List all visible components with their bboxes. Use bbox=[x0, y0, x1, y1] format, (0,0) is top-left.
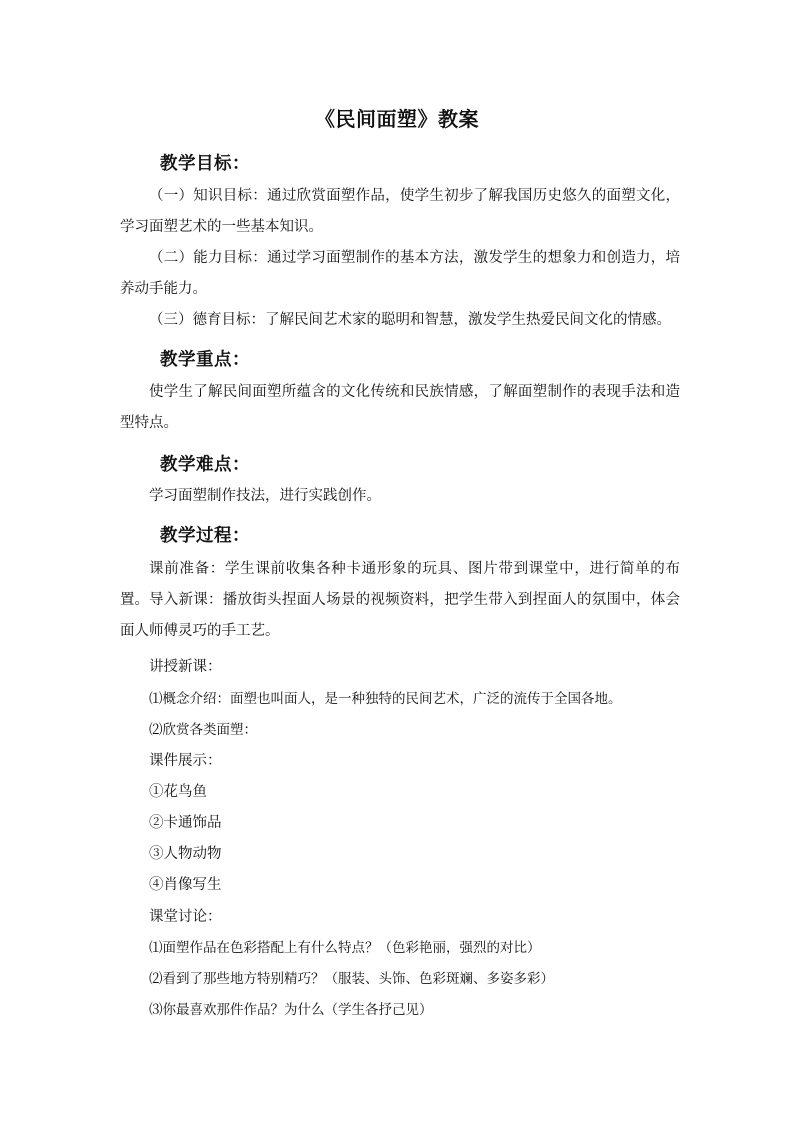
difficulties-text: 学习面塑制作技法，进行实践创作。 bbox=[149, 488, 381, 504]
objectives-heading: 教学目标： bbox=[160, 154, 250, 174]
preparation-text: 课前准备：学生课前收集各种卡通形象的玩具、图片带到课堂中，进行简单的布置。 bbox=[120, 561, 680, 608]
process-heading: 教学过程： bbox=[160, 526, 250, 546]
objective-moral: （三）德育目标：了解民间艺术家的聪明和智慧，激发学生热爱民间文化的情感。 bbox=[149, 312, 671, 328]
key-points-heading: 教学重点： bbox=[160, 350, 250, 370]
discussion-question: ⑵看到了那些地方特别精巧？（服装、头饰、色彩斑斓、多姿多彩） bbox=[149, 971, 554, 987]
discussion-question: ⑴面塑作品在色彩搭配上有什么特点？（色彩艳丽，强烈的对比） bbox=[149, 940, 541, 956]
document-title: 《民间面塑》教案 bbox=[315, 107, 479, 131]
list-item: ④肖像写生 bbox=[149, 877, 222, 893]
new-lesson-label: 讲授新课： bbox=[149, 659, 222, 675]
key-points-text: 使学生了解民间面塑所蕴含的文化传统和民族情感，了解面塑制作的表现手法和造型特点。 bbox=[120, 384, 680, 431]
list-item: ②卡通饰品 bbox=[149, 815, 222, 831]
discussion-label: 课堂讨论： bbox=[149, 909, 222, 925]
difficulties-heading: 教学难点： bbox=[160, 455, 250, 475]
list-item: ③人物动物 bbox=[149, 846, 222, 862]
appreciate-text: ⑵欣赏各类面塑： bbox=[149, 722, 257, 738]
introduction-text: 导入新课：播放街头捏面人场景的视频资料，把学生带入到捏面人的氛围中，体会面人师傅灵巧的手工艺。 bbox=[120, 592, 680, 639]
concept-text: ⑴概念介绍：面塑也叫面人，是一种独特的民间艺术，广泛的流传于全国各地。 bbox=[149, 691, 622, 707]
list-item: ①花鸟鱼 bbox=[149, 784, 207, 800]
objective-knowledge: （一）知识目标：通过欣赏面塑作品，使学生初步了解我国历史悠久的面塑文化，学习面塑艺术的一些基本知识。 bbox=[120, 188, 680, 235]
discussion-question: ⑶你最喜欢那件作品？为什么（学生各抒己见） bbox=[149, 1002, 433, 1018]
objective-ability: （二）能力目标：通过学习面塑制作的基本方法，激发学生的想象力和创造力，培养动手能力。 bbox=[120, 250, 680, 297]
courseware-label: 课件展示： bbox=[149, 753, 222, 769]
